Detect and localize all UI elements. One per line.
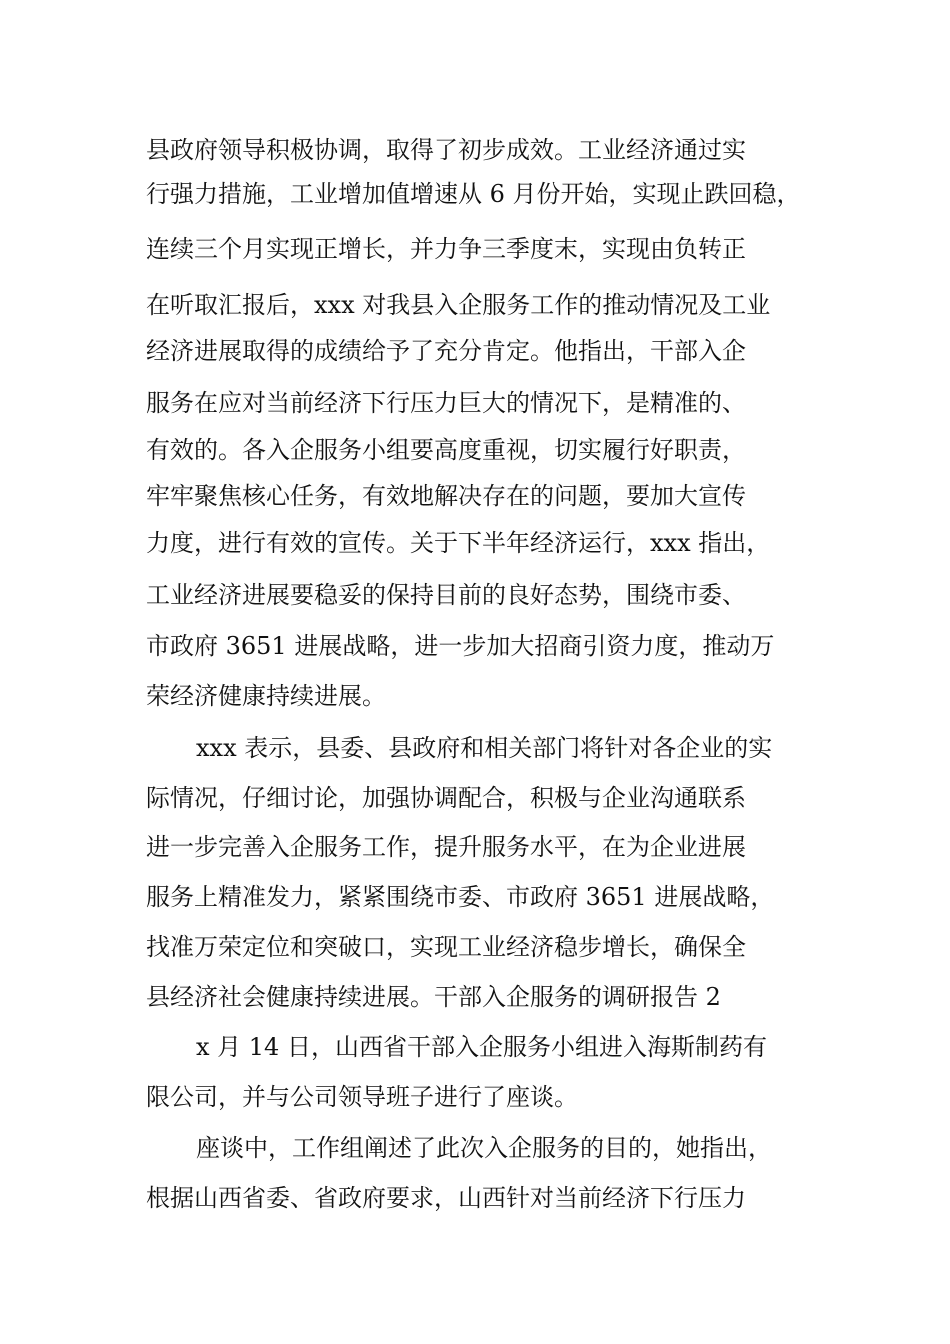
text-line: 服务上精准发力，紧紧围绕市委、市政府 3651 进展战略， xyxy=(146,883,775,911)
text-line: 服务在应对当前经济下行压力巨大的情况下，是精准的、 xyxy=(146,389,746,417)
text-line: 连续三个月实现正增长，并力争三季度末，实现由负转正 xyxy=(146,235,746,263)
text-line: 有效的。各入企服务小组要高度重视，切实履行好职责， xyxy=(146,436,746,464)
text-line: 县政府领导积极协调，取得了初步成效。工业经济通过实 xyxy=(146,136,746,164)
text-line: 力度，进行有效的宣传。关于下半年经济运行，xxx 指出， xyxy=(146,529,771,557)
text-line: 在听取汇报后，xxx 对我县入企服务工作的推动情况及工业 xyxy=(146,291,771,319)
text-line: 际情况，仔细讨论，加强协调配合，积极与企业沟通联系 xyxy=(146,784,746,812)
text-line: 限公司，并与公司领导班子进行了座谈。 xyxy=(146,1083,578,1111)
paragraph-first-line: 座谈中，工作组阐述了此次入企服务的目的，她指出， xyxy=(196,1134,772,1162)
paragraph-first-line: x 月 14 日，山西省干部入企服务小组进入海斯制药有 xyxy=(196,1033,767,1061)
text-line: 县经济社会健康持续进展。干部入企服务的调研报告 2 xyxy=(146,983,721,1011)
text-line: 找准万荣定位和突破口，实现工业经济稳步增长，确保全 xyxy=(146,933,746,961)
text-line: 经济进展取得的成绩给予了充分肯定。他指出，干部入企 xyxy=(146,337,746,365)
text-line: 根据山西省委、省政府要求，山西针对当前经济下行压力 xyxy=(146,1184,746,1212)
text-line: 荣经济健康持续进展。 xyxy=(146,682,386,710)
text-line: 市政府 3651 进展战略，进一步加大招商引资力度，推动万 xyxy=(146,632,775,660)
text-line: 进一步完善入企服务工作，提升服务水平，在为企业进展 xyxy=(146,833,746,861)
text-line: 行强力措施，工业增加值增速从 6 月份开始，实现止跌回稳， xyxy=(146,180,801,208)
text-line: 牢牢聚焦核心任务，有效地解决存在的问题，要加大宣传 xyxy=(146,482,746,510)
paragraph-first-line: xxx 表示，县委、县政府和相关部门将针对各企业的实 xyxy=(196,734,773,762)
text-line: 工业经济进展要稳妥的保持目前的良好态势，围绕市委、 xyxy=(146,581,746,609)
